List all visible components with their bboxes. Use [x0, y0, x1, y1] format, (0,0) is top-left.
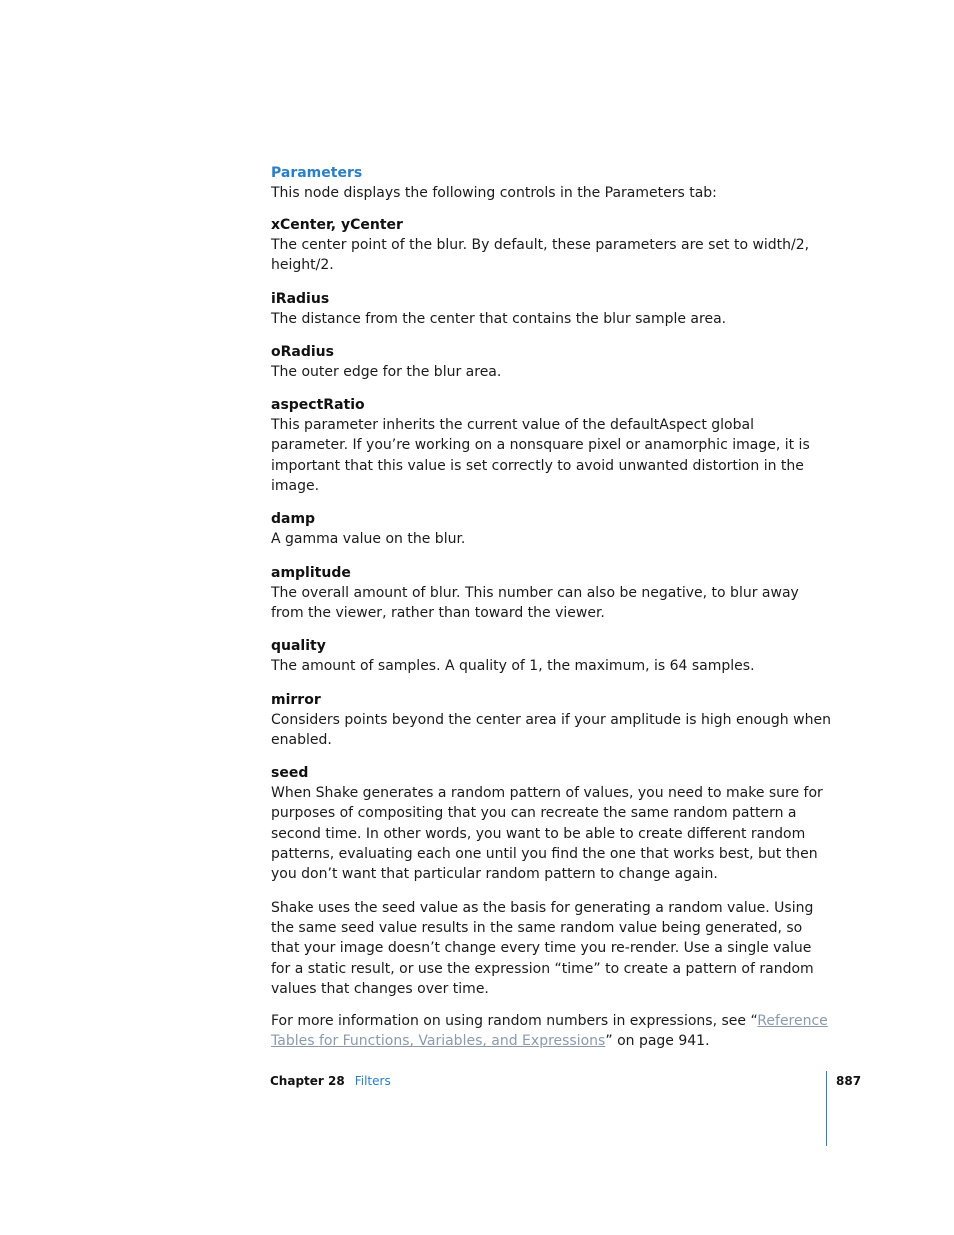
footer-chapter: Chapter 28	[270, 1074, 345, 1088]
main-content	[271, 163, 831, 1064]
more-info-paragraph	[271, 1011, 831, 1052]
footer-section-link[interactable]: Filters	[354, 1074, 391, 1088]
page-number: 887	[836, 1074, 862, 1088]
seed-paragraph: Shake uses the seed value as the basis for generating a random value. Using the same seed value results in the same random value being generated, so that your image doesn’t change every time you re-render. Use a single value for a static result, or use the expression “time” to create a pattern of random values that changes over time.	[271, 899, 814, 997]
param-mirror	[271, 690, 831, 751]
param-description: The center point of the blur. By default, these parameters are set to width/2, height/2.	[271, 237, 810, 274]
param-description: The amount of samples. A quality of 1, the maximum, is 64 samples.	[271, 658, 755, 675]
footer-divider	[826, 1071, 827, 1146]
param-name: amplitude	[271, 564, 351, 581]
param-damp	[271, 509, 831, 549]
param-name: seed	[271, 765, 309, 782]
reference-tables-link[interactable]: Reference Tables for Functions, Variables, and Expressions	[271, 1013, 828, 1050]
more-info-text-after: ” on page 941.	[605, 1033, 710, 1050]
param-oradius	[271, 342, 831, 382]
param-description: When Shake generates a random pattern of values, you need to make sure for purposes of compositing that you can recreate the same random pattern a second time. In other words, you want to be able to create different random patterns, evaluating each one until you find the one that works best, but then you don’t want that particular random pattern to change again.	[271, 785, 823, 883]
param-name: iRadius	[271, 290, 330, 307]
section-title: Parameters	[271, 165, 363, 181]
param-name: damp	[271, 511, 316, 528]
param-amplitude	[271, 563, 831, 624]
param-name: xCenter, yCenter	[271, 217, 403, 233]
param-description: This parameter inherits the current value of the defaultAspect global parameter. If you’re working on a nonsquare pixel or anamorphic image, it is important that this value is set correctly to avoid unwanted distortion in the image.	[271, 417, 810, 495]
param-name: mirror	[271, 691, 321, 708]
param-aspectratio	[271, 395, 831, 496]
param-quality	[271, 636, 831, 676]
param-iradius	[271, 289, 831, 329]
param-description: Considers points beyond the center area if your amplitude is high enough when enabled.	[271, 711, 831, 748]
intro-text: This node displays the following controls in the Parameters tab:	[271, 185, 717, 201]
page-footer	[270, 1073, 391, 1089]
param-name: quality	[271, 638, 326, 655]
param-name: aspectRatio	[271, 397, 365, 414]
param-description: A gamma value on the blur.	[271, 531, 466, 548]
param-description: The outer edge for the blur area.	[271, 363, 502, 380]
param-seed	[271, 763, 831, 884]
more-info-text-before: For more information on using random numbers in expressions, see “	[271, 1013, 758, 1030]
param-name: oRadius	[271, 343, 334, 360]
param-description: The distance from the center that contains the blur sample area.	[271, 310, 727, 327]
param-xcenter-ycenter	[271, 215, 831, 276]
param-description: The overall amount of blur. This number can also be negative, to blur away from the viewer, rather than toward the viewer.	[271, 584, 799, 621]
